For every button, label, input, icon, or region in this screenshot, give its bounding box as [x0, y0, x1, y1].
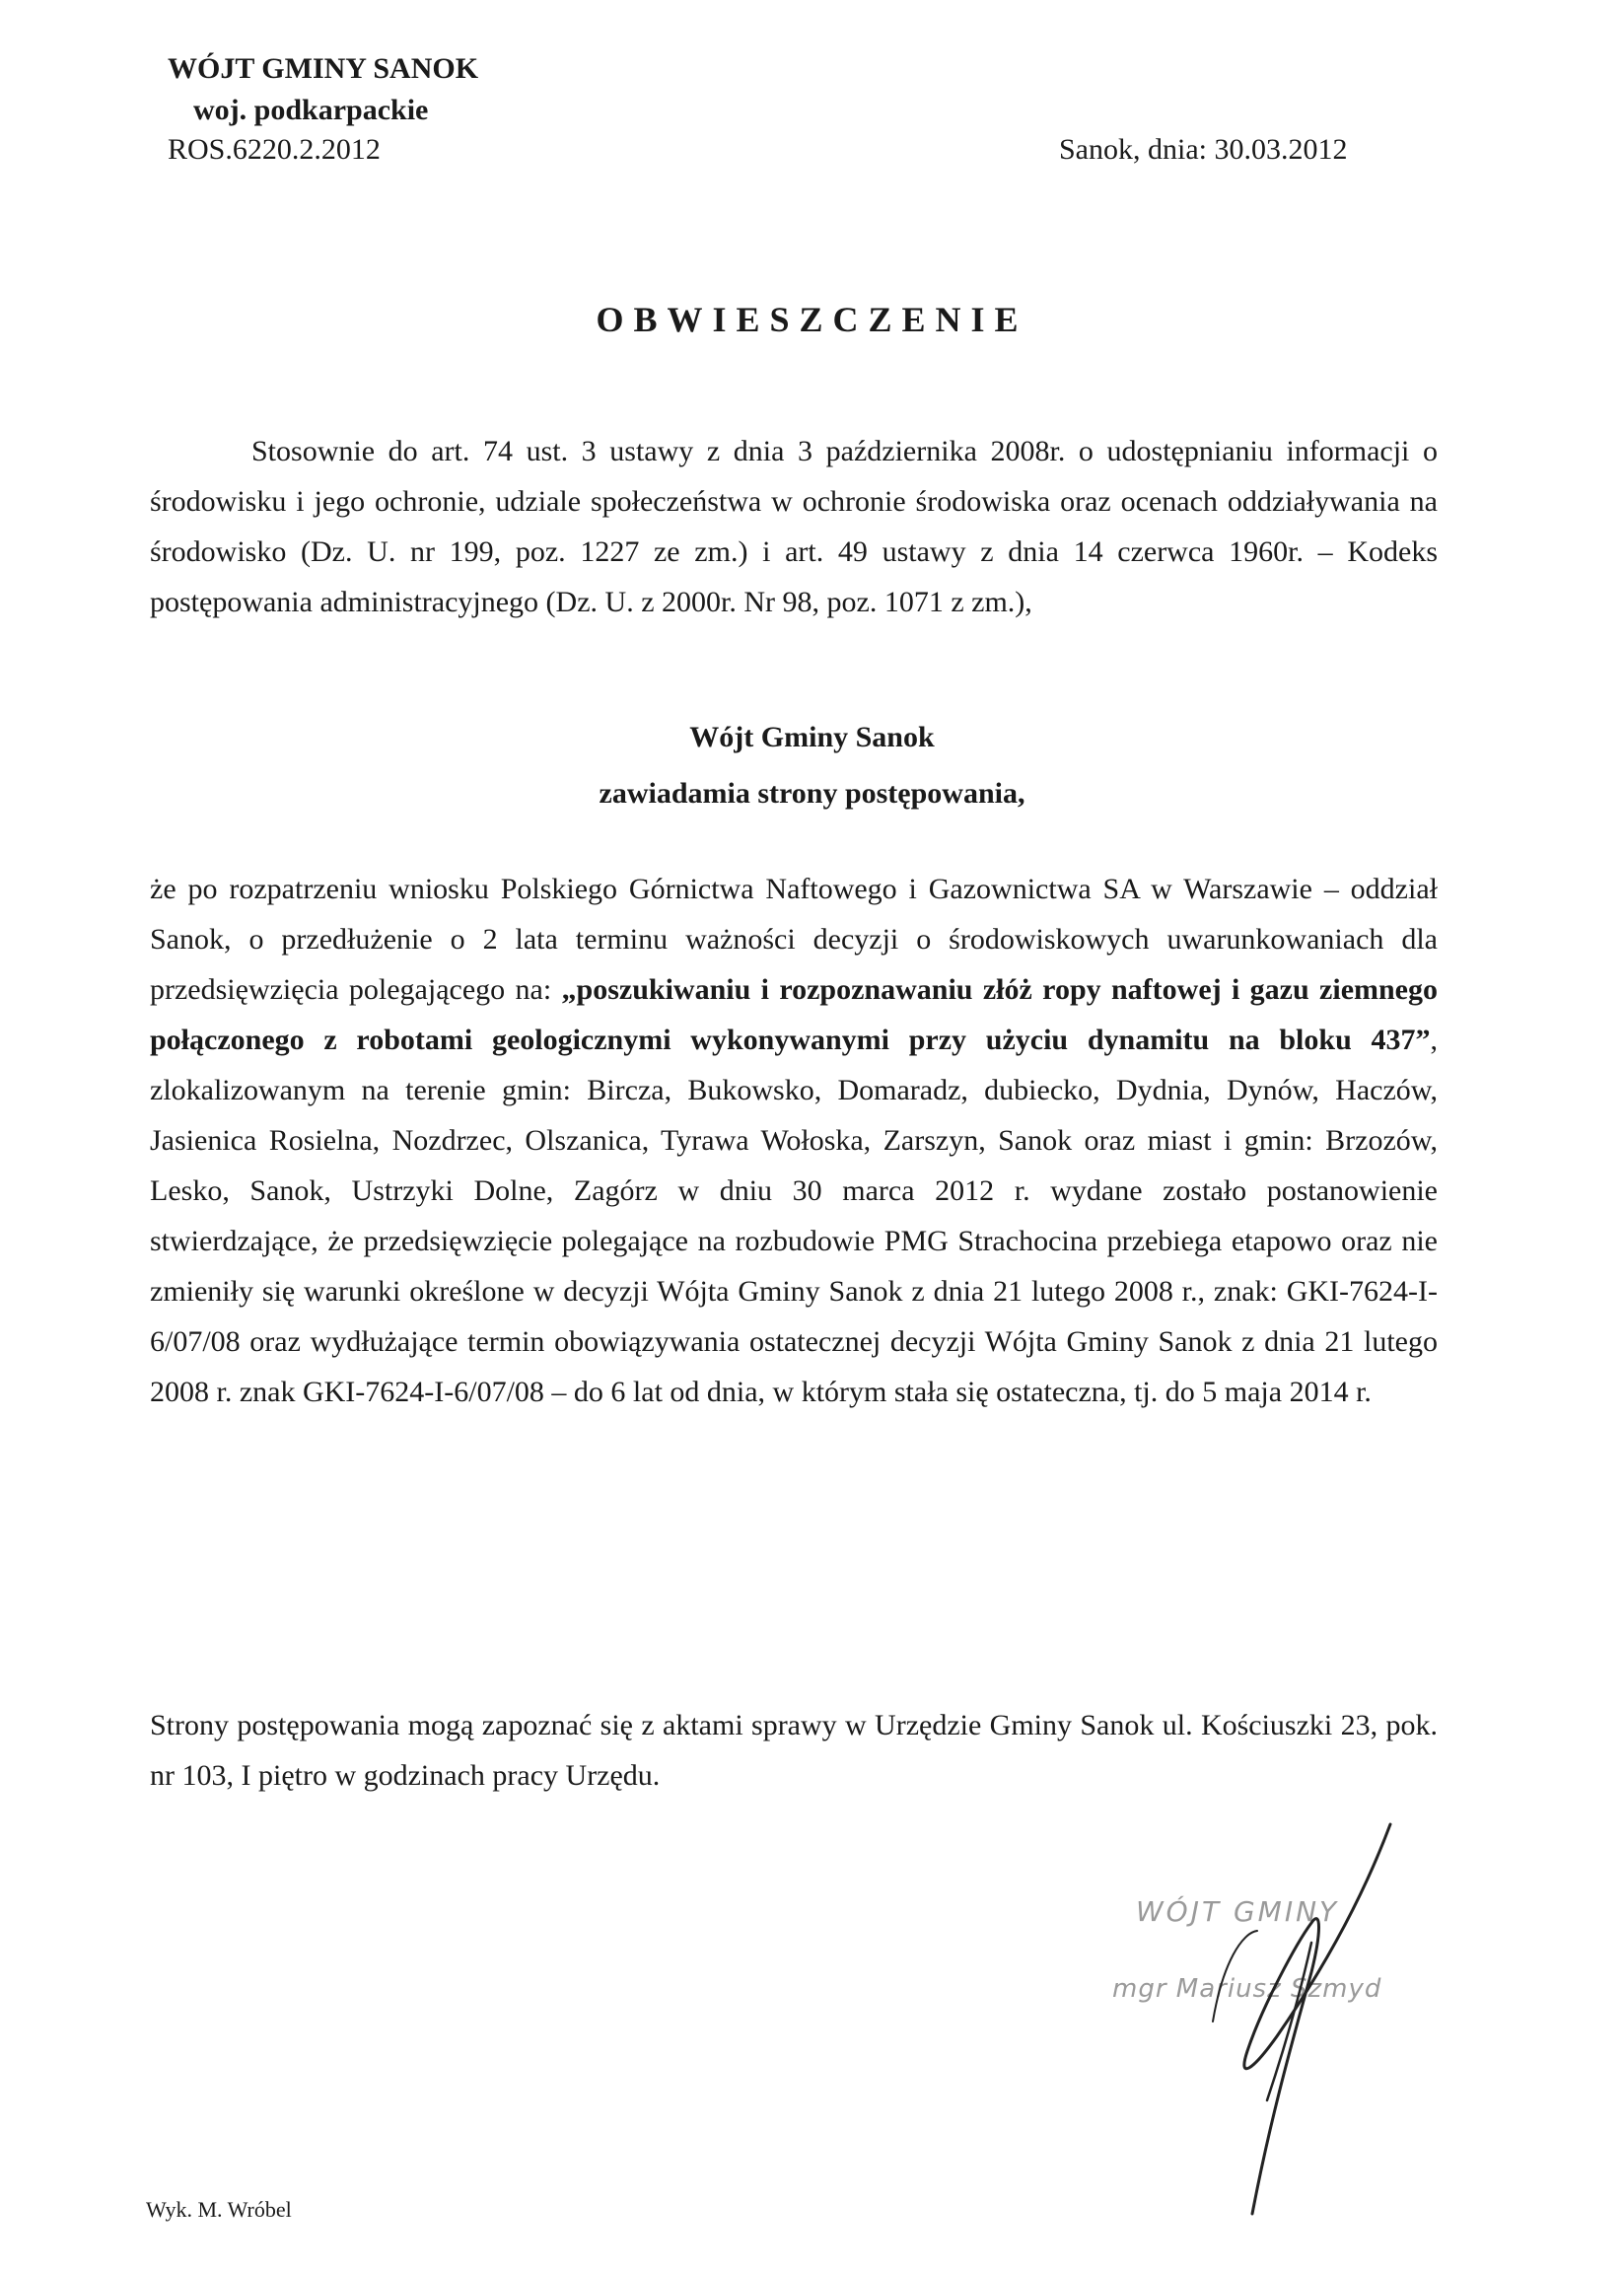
issuer-name: WÓJT GMINY SANOK — [168, 52, 479, 85]
intro-text: Stosownie do art. 74 ust. 3 ustawy z dnia 3 października 2008r. o udostępnianiu informacji o środowisku i jego ochronie, udziale społeczeństwa w ochronie środowiska oraz ocenach oddziaływania na środowisko (Dz. U. nr 199, poz. 1227 ze zm.) i art. 49 ustawy z dnia 14 czerwca 1960r. – Kodeks postępowania administracyjnego (Dz. U. z 2000r. Nr 98, poz. 1071 z zm.), — [150, 435, 1438, 618]
intro-paragraph — [150, 426, 1438, 627]
body-paragraph — [150, 864, 1438, 1417]
closing-paragraph — [150, 1700, 1438, 1801]
project-name: „poszukiwaniu i rozpoznawaniu złóż ropy naftowej i gazu ziemnego połączonego z robotami geologicznymi wykonywanymi przy użyciu dynamitu na bloku 437” — [150, 973, 1438, 1056]
body-part-2: , zlokalizowanym na terenie gmin: Bircza, Bukowsko, Domaradz, dubiecko, Dydnia, Dynów, Haczów, Jasienica Rosielna, Nozdrzec, Olszanica, Tyrawa Wołoska, Zarszyn, Sanok oraz miast i gmin: Brzozów, Lesko, Sanok, Ustrzyki Dolne, Zagórz w dniu 30 marca 2012 r. wydane zostało postanowienie stwierdzające, że przedsięwzięcie polegające na rozbudowie PMG Strachocina przebiega etapowo oraz nie zmieniły się warunki określone w decyzji Wójta Gminy Sanok z dnia 21 lutego 2008 r., znak: GKI-7624-I-6/07/08 oraz wydłużające termin obowiązywania ostatecznej decyzji Wójta Gminy Sanok z dnia 21 lutego 2008 r. znak GKI-7624-I-6/07/08 – do 6 lat od dnia, w którym stała się ostateczna, tj. do 5 maja 2014 r. — [150, 1024, 1438, 1408]
document-date: Sanok, dnia: 30.03.2012 — [1059, 133, 1348, 166]
stamp-name: mgr Mariusz Szmyd — [1112, 1974, 1382, 2004]
prepared-by: Wyk. M. Wróbel — [146, 2197, 292, 2222]
reference-number: ROS.6220.2.2012 — [168, 133, 381, 166]
issuer-region: woj. podkarpackie — [193, 94, 429, 126]
body-text — [150, 864, 1438, 1417]
body-part-1: że po rozpatrzeniu wniosku Polskiego Górnictwa Naftowego i Gazownictwa SA w Warszawie – oddział Sanok, o przedłużenie o 2 lata terminu ważności decyzji o środowiskowych uwarunkowaniach dla przedsięwzięcia polegającego na: — [150, 873, 1438, 1006]
closing-text: Strony postępowania mogą zapoznać się z aktami sprawy w Urzędzie Gminy Sanok ul. Kościuszki 23, pok. nr 103, I piętro w godzinach pracy Urzędu. — [150, 1709, 1438, 1792]
announcement-heading: zawiadamia strony postępowania, — [599, 777, 1025, 810]
stamp-title: WÓJT GMINY — [1136, 1895, 1340, 1928]
handwritten-signature — [1075, 1814, 1449, 2219]
document-title: OBWIESZCZENIE — [596, 300, 1028, 339]
announcer-heading: Wójt Gminy Sanok — [689, 721, 935, 753]
